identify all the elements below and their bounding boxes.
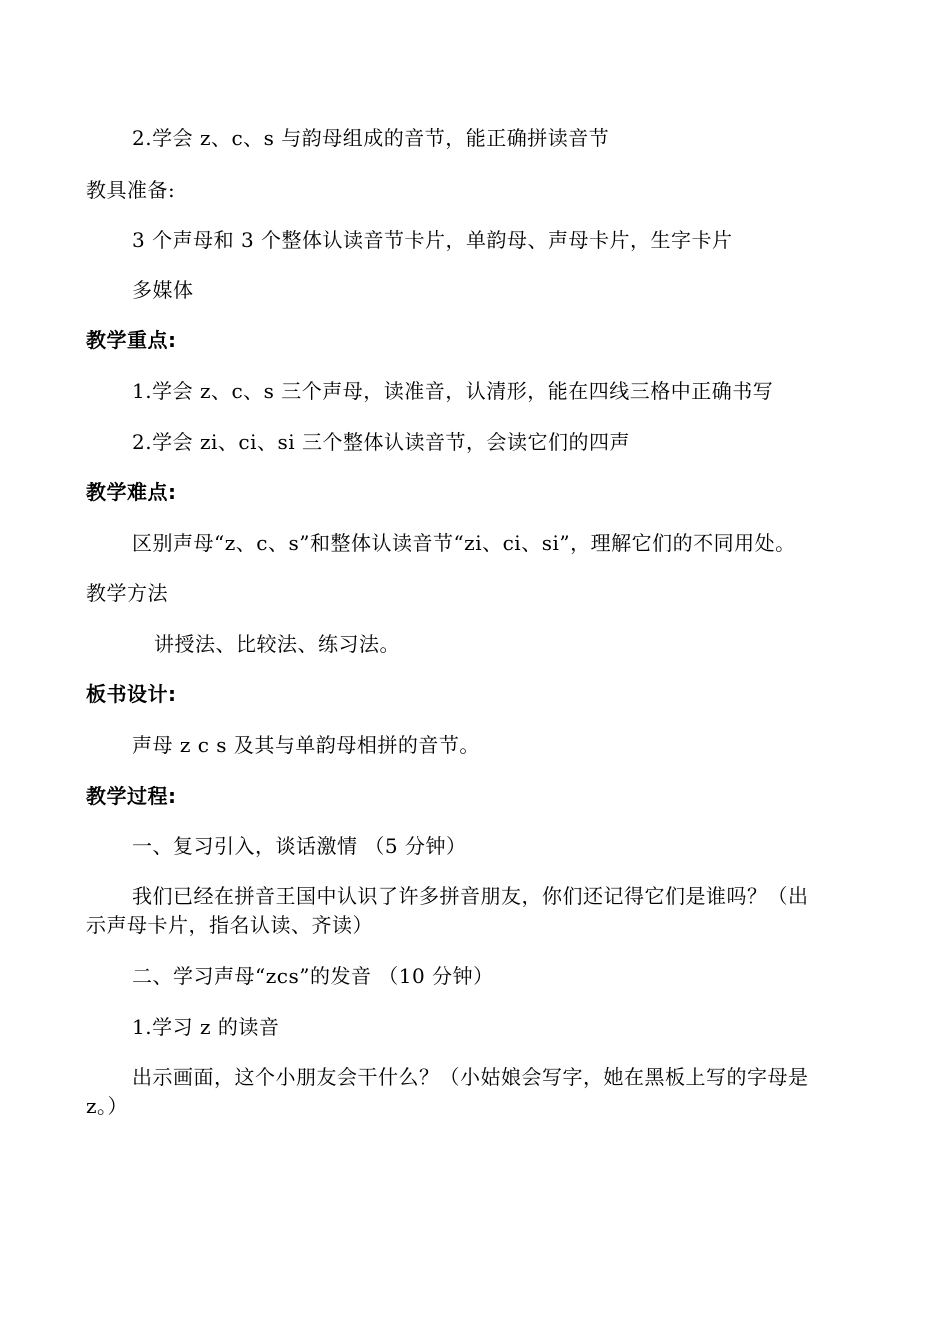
step-1-text-line-1: 我们已经在拼音王国中认识了许多拼音朋友，你们还记得它们是谁吗？（出 [132,884,809,908]
step-1-title: 一、复习引入，谈话激情 （5 分钟） [132,834,467,858]
difficulty-item-1: 区别声母“z、c、s”和整体认读音节“zi、ci、si”，理解它们的不同用处。 [132,531,796,555]
step-2-title: 二、学习声母“zcs”的发音 （10 分钟） [132,964,494,988]
step-2-text-line-1: 出示画面，这个小朋友会干什么？（小姑娘会写字，她在黑板上写的字母是 [132,1065,809,1089]
board-design-item-1: 声母 z c s 及其与单韵母相拼的音节。 [132,733,480,757]
method-item-1: 讲授法、比较法、练习法。 [154,632,400,656]
key-points-item-2: 2.学会 zi、ci、si 三个整体认读音节，会读它们的四声 [132,430,630,454]
objective-item-2: 2.学会 z、c、s 与韵母组成的音节，能正确拼读音节 [132,126,610,150]
method-heading: 教学方法 [86,581,168,605]
tools-item-1: 3 个声母和 3 个整体认读音节卡片，单韵母、声母卡片，生字卡片 [132,228,733,252]
key-points-item-1: 1.学会 z、c、s 三个声母，读准音，认清形，能在四线三格中正确书写 [132,379,774,403]
step-1-text-line-2: 示声母卡片，指名认读、齐读） [86,913,373,937]
step-2-subheading: 1.学习 z 的读音 [132,1015,280,1039]
tools-item-2: 多媒体 [132,278,194,302]
step-2-text-line-2: z。） [86,1094,129,1118]
key-points-heading: 教学重点: [86,328,177,352]
difficulty-heading: 教学难点: [86,480,177,504]
board-design-heading: 板书设计: [86,682,177,706]
process-heading: 教学过程: [86,784,177,808]
tools-heading: 教具准备: [86,178,176,202]
